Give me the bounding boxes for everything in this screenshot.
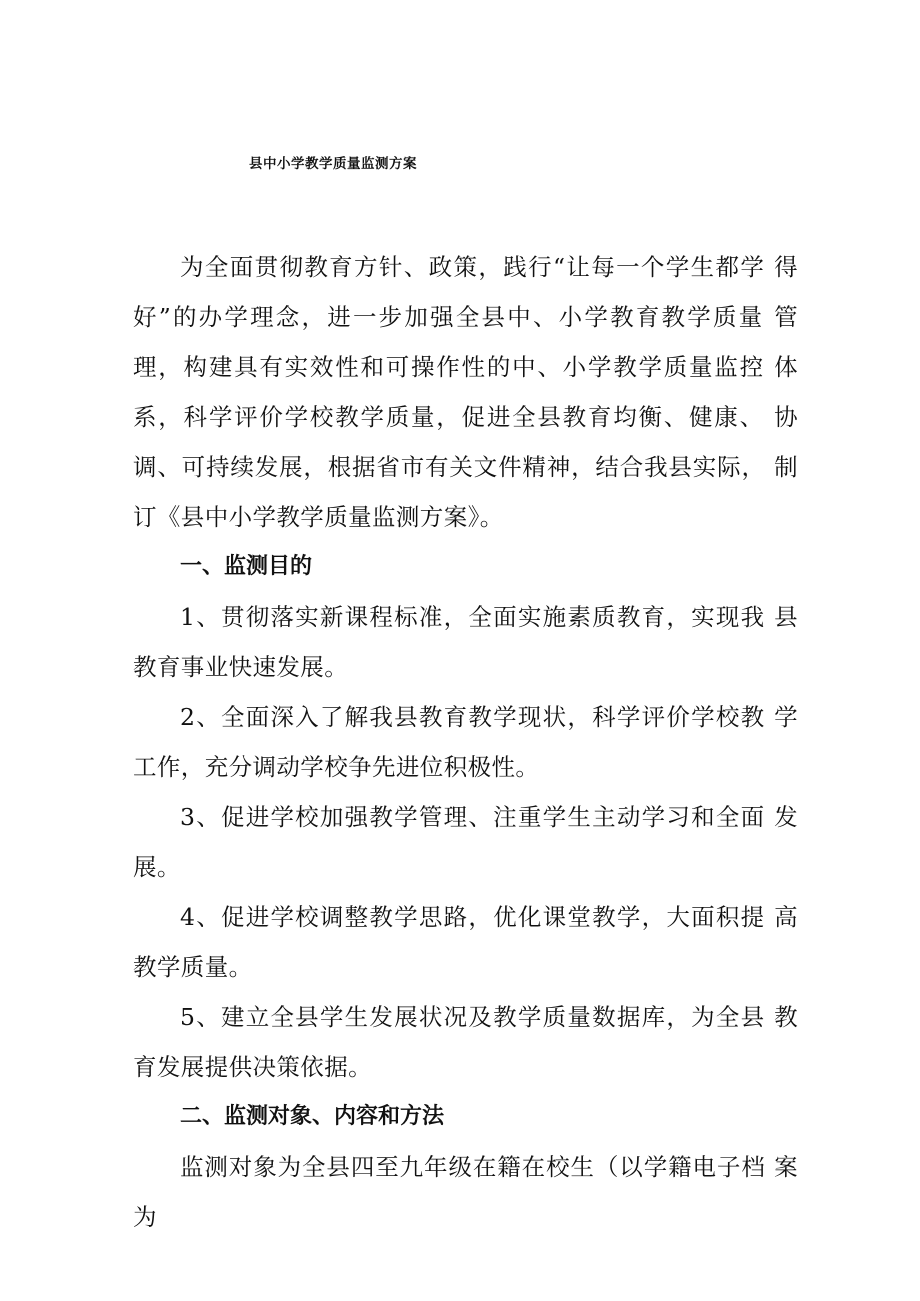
document-title: 县中小学教学质量监测方案 xyxy=(249,156,417,172)
purpose-item: 2、全面深入了解我县教育教学现状，科学评价学校教 学工作，充分调动学校争先进位积极性。 xyxy=(133,703,798,781)
intro-paragraph: 为全面贯彻教育方针、政策，践行“让每一个学生都学 得好”的办学理念，进一步加强全县中、小学教育教学质量 管理，构建具有实效性和可操作性的中、小学教学质量监控 体系，科学评价学校教学质量，促进全县教育均衡、健康、 协调、可持续发展，根据省市有关文件精神，结合我县实际， 制订《县中小学教学质量监测方案》。 xyxy=(133,253,798,531)
purpose-item: 3、促进学校加强教学管理、注重学生主动学习和全面 发展。 xyxy=(133,803,798,881)
purpose-item: 1、贯彻落实新课程标准，全面实施素质教育，实现我 县教育事业快速发展。 xyxy=(133,603,798,681)
section-heading-purpose: 一、监测目的 xyxy=(180,554,313,579)
scope-paragraph: 监测对象为全县四至九年级在籍在校生（以学籍电子档 案为 xyxy=(133,1153,798,1231)
purpose-item: 5、建立全县学生发展状况及教学质量数据库，为全县 教育发展提供决策依据。 xyxy=(133,1003,798,1081)
document-body xyxy=(133,242,798,1242)
purpose-item: 4、促进学校调整教学思路，优化课堂教学，大面积提 高教学质量。 xyxy=(133,903,798,981)
section-heading-scope: 二、监测对象、内容和方法 xyxy=(180,1104,445,1129)
